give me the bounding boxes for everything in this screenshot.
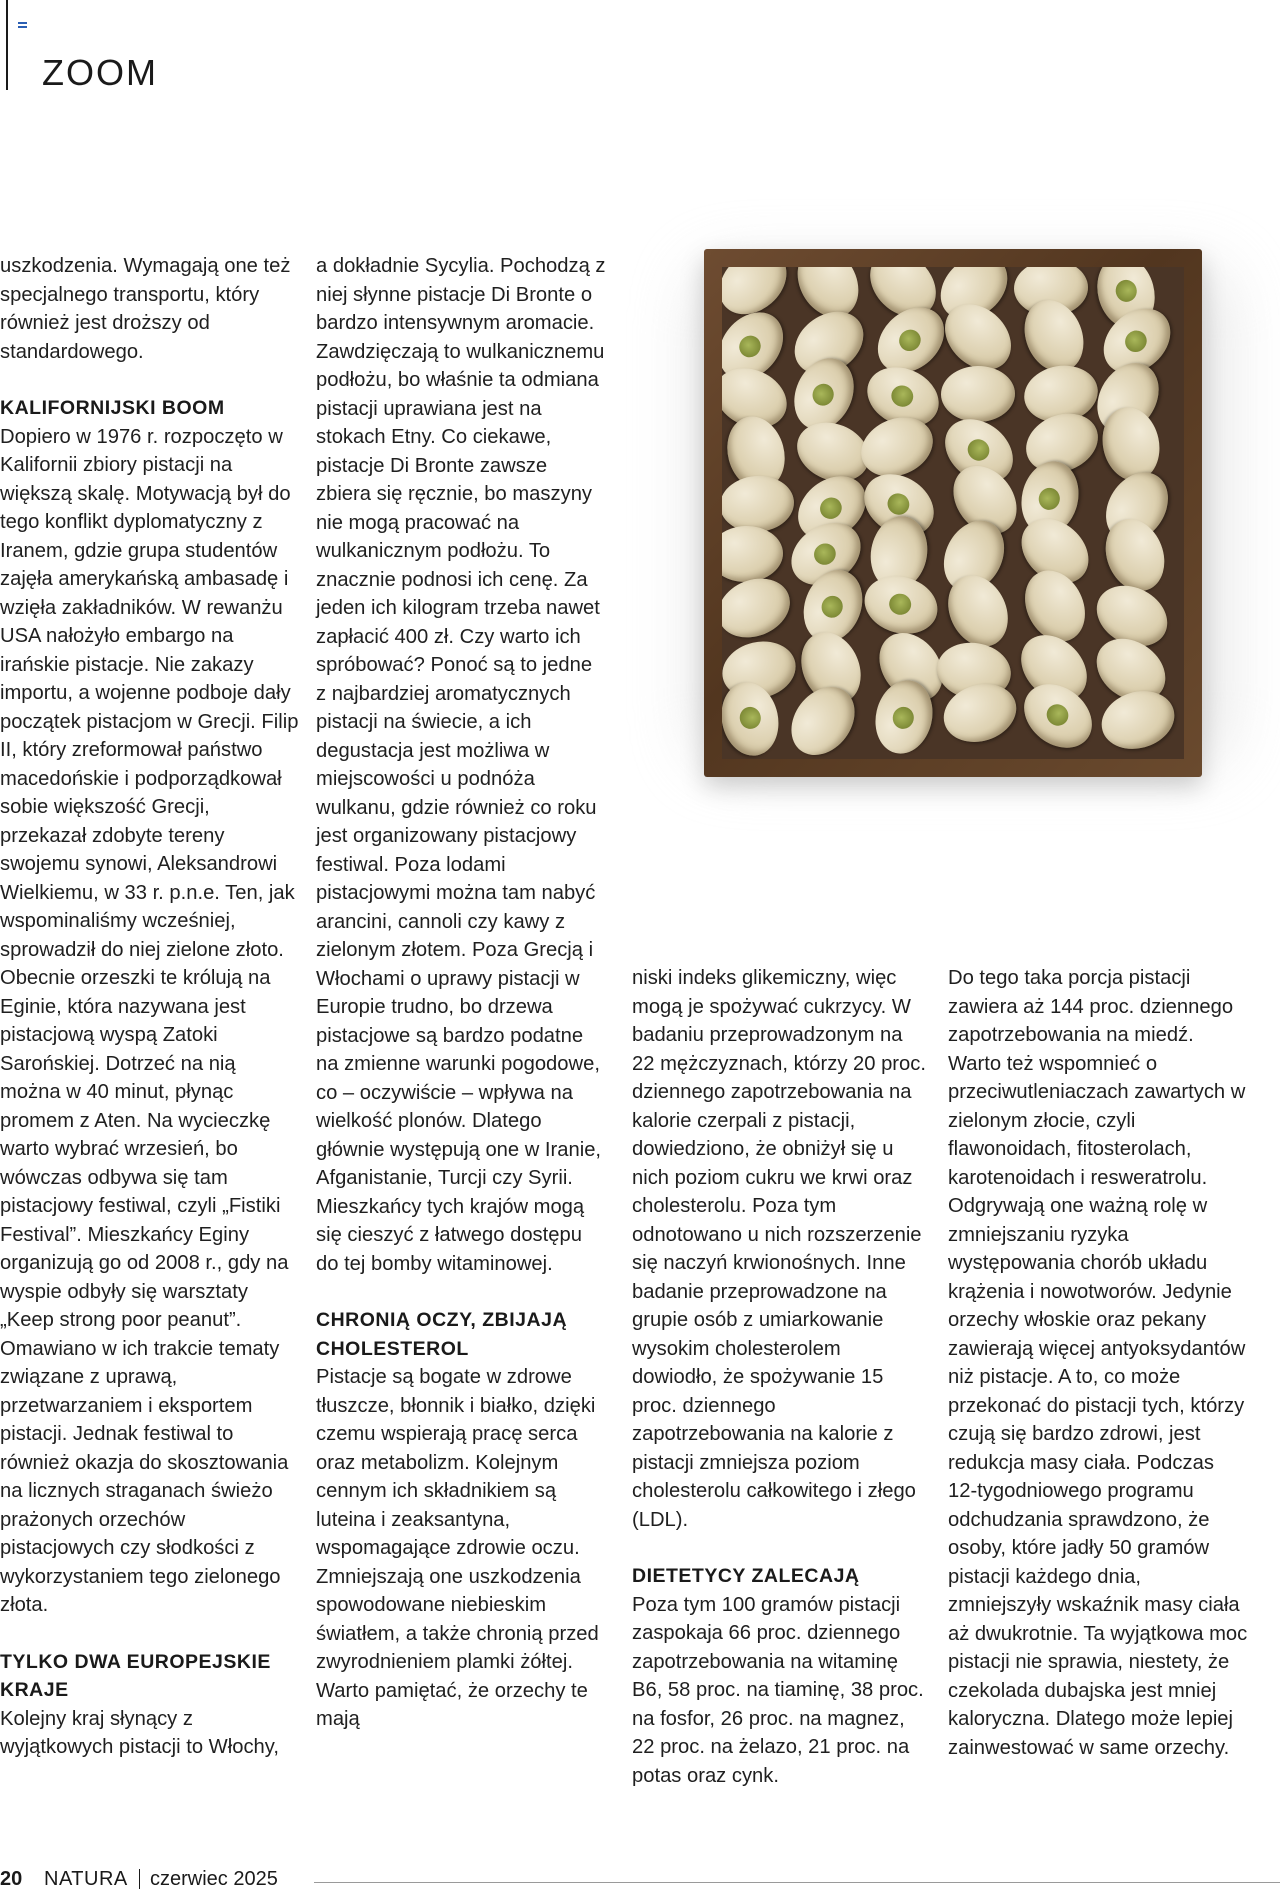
- magazine-name: NATURA: [44, 1868, 128, 1890]
- text-column-1: [0, 252, 300, 1762]
- section-label: ZOOM: [42, 52, 158, 93]
- header-vertical-rule: [6, 0, 8, 90]
- pistachio-pile: [722, 267, 1184, 759]
- wooden-box: [704, 249, 1202, 777]
- issue-date: czerwiec 2025: [150, 1868, 278, 1890]
- pistachio-shell: [1012, 671, 1105, 759]
- pistachio-shell: [722, 525, 784, 584]
- subheading-tylko-dwa-kraje: TYLKO DWA EUROPEJSKIE KRAJE: [0, 1650, 271, 1701]
- pistachio-shell: [722, 473, 797, 535]
- text-column-2: [316, 252, 606, 1734]
- menu-marker-icon: [18, 22, 27, 24]
- paragraph: niski indeks glikemiczny, więc mogą je spożywać cukrzycy. W badaniu przeprowadzonym na 22 mężczyznach, którzy 20 proc. dziennego zapotrzebowania na kalorie czerpali z pistacji, dowiedziono, że obniżył się u nich poziom cukru we krwi oraz cholesterolu. Poza tym odnotowano u nich rozszerzenie się naczyń krwionośnych. Inne badanie przeprowadzone na grupie osób z umiarkowanie wysokim cholesterolem dowiodło, że spożywanie 15 proc. dziennego zapotrzebowania na kalorie z pistacji zmniejsza poziom cholesterolu całkowitego i złego (LDL).: [632, 967, 926, 1531]
- paragraph: Pistacje są bogate w zdrowe tłuszcze, błonnik i białko, dzięki czemu wspierają pracę serca oraz metabolizm. Kolejnym cennym ich składnikiem są luteina i zeaksantyna, wspomagające zdrowie oczu. Zmniejszają one uszkodzenia spowodowane niebieskim światłem, a także chronią przed zwyrodnieniem plamki żółtej. Warto pamiętać, że orzechy te mają: [316, 1366, 599, 1730]
- text-column-4: [948, 964, 1248, 1762]
- text-column-3: [632, 964, 930, 1790]
- paragraph: a dokładnie Sycylia. Pochodzą z niej słynne pistacje Di Bronte o bardzo intensywnym aromacie. Zawdzięczają to wulkanicznemu podłożu, bo właśnie ta odmiana pistacji uprawiana jest na stokach Etny. Co ciekawe, pistacje Di Bronte zawsze zbiera się ręcznie, bo maszyny nie mogą pracować na wulkanicznym podłożu. To znacznie podnosi ich cenę. Za jeden ich kilogram trzeba nawet zapłacić 400 zł. Czy warto ich spróbować? Ponoć są to jedne z najbardziej aromatycznych pistacji na świecie, a ich degustacja jest możliwa w miejscowości u podnóża wulkanu, gdzie również co roku jest organizowany pistacjowy festiwal. Poza lodami pistacjowymi można tam nabyć arancini, cannoli czy kawy z zielonym złotem. Poza Grecją i Włochami o uprawy pistacji w Europie trudno, bo drzewa pistacjowe są bardzo podatne na zmienne warunki pogodowe, co – oczywiście – wpływa na wielkość plonów. Dlatego głównie występują one w Iranie, Afganistanie, Turcji czy Syrii. Mieszkańcy tych krajów mogą się cieszyć z łatwego dostępu do tej bomby witaminowej.: [316, 255, 606, 1275]
- subheading-chronia-oczy: CHRONIĄ OCZY, ZBIJAJĄ CHOLESTEROL: [316, 1309, 568, 1360]
- pistachio-box-photo: [600, 205, 1260, 845]
- paragraph: Poza tym 100 gramów pistacji zaspokaja 66 proc. dziennego zapotrzebowania na witaminę B6, 58 proc. na tiaminę, 38 proc. na fosfor, 26 proc. na magnez, 22 proc. na żelazo, 21 proc. na potas oraz cynk.: [632, 1593, 924, 1787]
- pistachio-shell: [858, 568, 945, 642]
- paragraph: Kolejny kraj słynący z wyjątkowych pistacji to Włochy,: [0, 1707, 279, 1758]
- paragraph: Dopiero w 1976 r. rozpoczęto w Kalifornii zbiory pistacji na większą skalę. Motywacją był do tego konflikt dyplomatyczny z Iranem, gdzie grupa studentów zajęła amerykańską ambasadę i wzięła zakładników. W rewanżu USA nałożyło embargo na irańskie pistacje. Nie zakazy importu, a wojenne podboje dały początek pistacjom w Grecji. Filip II, który zreformował państwo macedońskie i podporządkował sobie większość Grecji, przekazał zdobyte tereny swojemu synowi, Aleksandrowi Wielkiemu, w 33 r. p.n.e. Ten, jak wspominaliśmy wcześniej, sprowadził do niej zielone złoto. Obecnie orzeszki te królują na Eginie, która nazywana jest pistacjową wyspą Zatoki Sarońskiej. Dotrzeć na nią można w 40 minut, płynąc promem z Aten. Na wycieczkę warto wybrać wrzesień, bo wówczas odbywa się tam pistacjowy festiwal, czyli „Fistiki Festival”. Mieszkańcy Eginy organizują go od 2008 r., gdy na wyspie odbyły się warsztaty „Keep strong poor peanut”. Omawiano w ich trakcie tematy związane z uprawą, przetwarzaniem i eksportem pistacji. Jednak festiwal to również okazja do skosztowania na licznych straganach świeżo prażonych orzechów pistacjowych czy słodkości z wykorzystaniem tego zielonego złota.: [0, 425, 299, 1616]
- subheading-dietetycy-zalecaja: DIETETYCY ZALECAJĄ: [632, 1565, 860, 1587]
- pistachio-shell: [940, 366, 1015, 423]
- footer-rule: [314, 1882, 1280, 1883]
- subheading-kalifornijski-boom: KALIFORNIJSKI BOOM: [0, 397, 225, 419]
- pistachio-shell: [1094, 683, 1181, 758]
- paragraph: Do tego taka porcja pistacji zawiera aż 144 proc. dziennego zapotrzebowania na miedź. Warto też wspomnieć o przeciwutleniaczach zawartych w zielonym złocie, czyli flawonoidach, fitosterolach, karotenoidach i resweratrolu. Odgrywają one ważną rolę w zmniejszaniu ryzyka występowania chorób układu krążenia i nowotworów. Jedynie orzechy włoskie oraz pekany zawierają więcej antyoksydantów niż pistacje. A to, co może przekonać do pistacji tych, którzy czują się bardzo zdrowi, jest redukcja masy ciała. Podczas 12-tygodniowego programu odchudzania sprawdzono, że osoby, które jadły 50 gramów pistacji każdego dnia, zmniejszyły wskaźnik masy ciała aż dwukrotnie. Ta wyjątkowa moc pistacji nie sprawia, niestety, że czekolada dubajska jest mniej kaloryczna. Dlatego może lepiej zainwestować w same orzechy.: [948, 967, 1248, 1759]
- paragraph: uszkodzenia. Wymagają one też specjalnego transportu, który również jest droższy od standardowego.: [0, 255, 291, 363]
- page-number: 20: [0, 1868, 23, 1890]
- footer-separator: [139, 1869, 140, 1889]
